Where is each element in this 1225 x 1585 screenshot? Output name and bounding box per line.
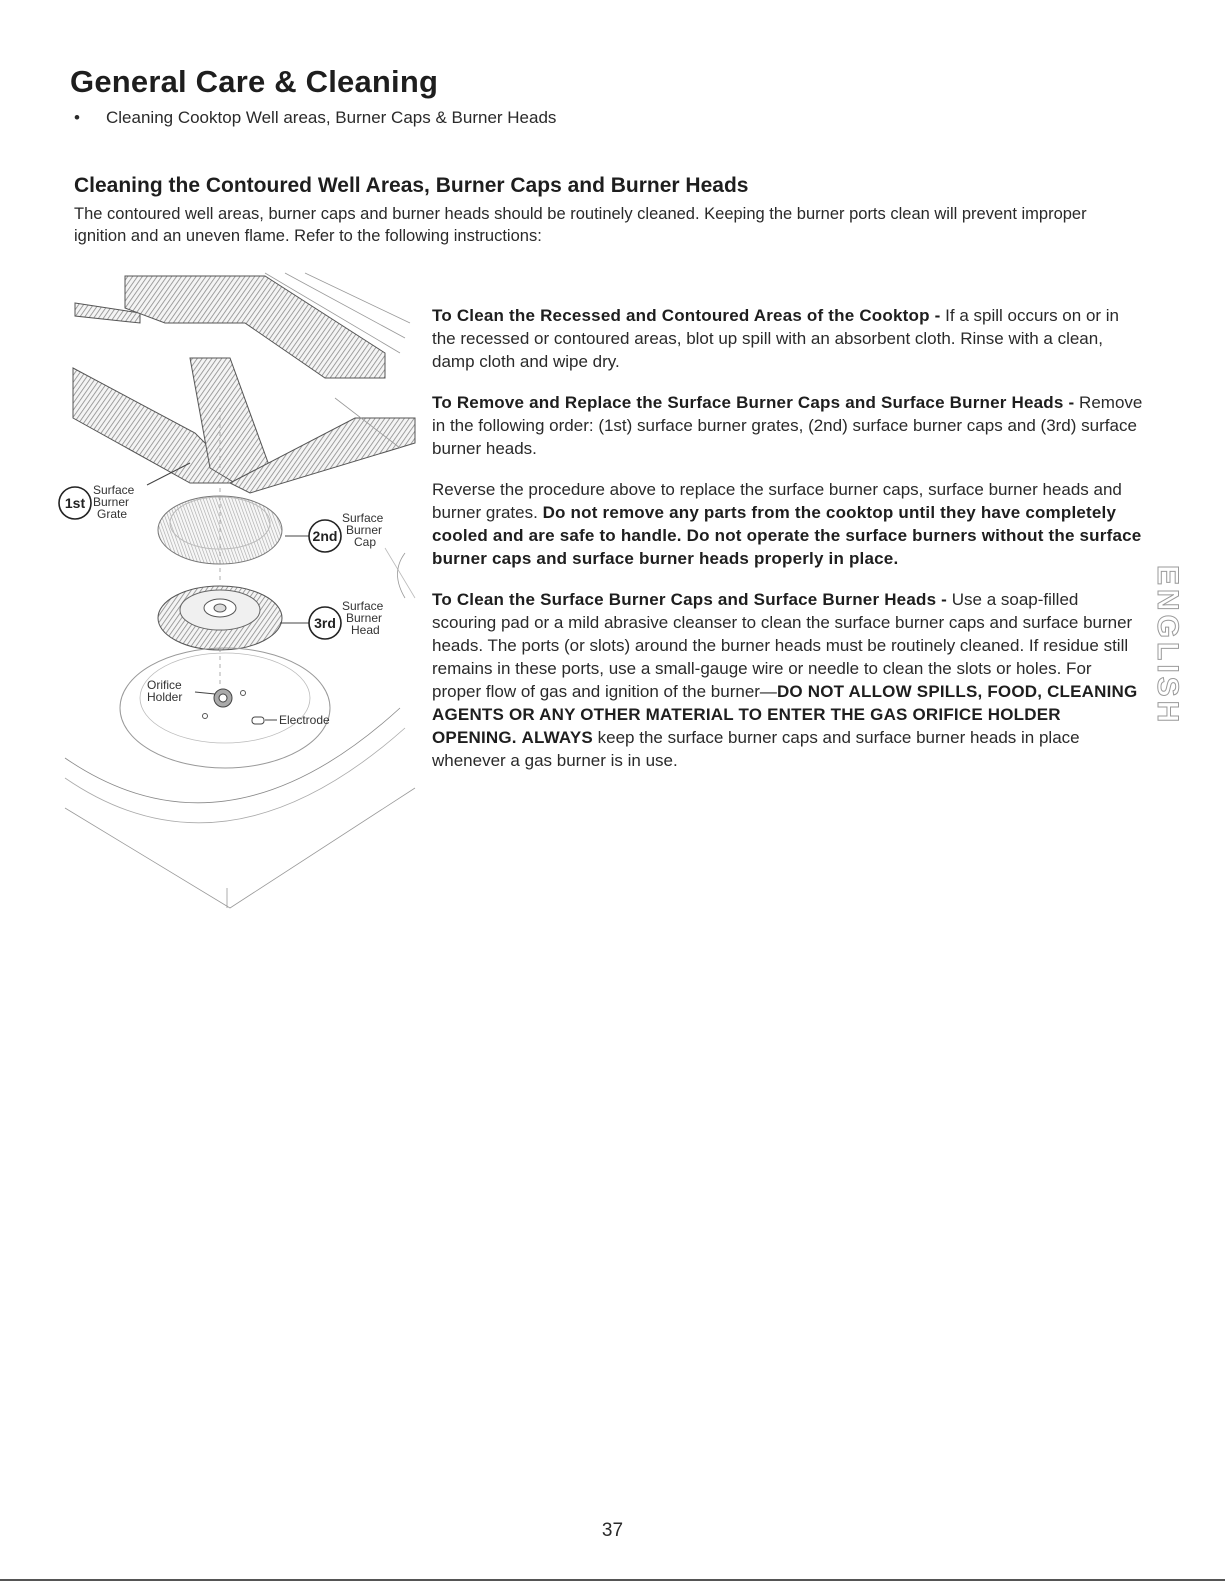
instruction-3-text: Reverse the procedure above to replace the surface burner caps, surface burner heads and burner grates. (432, 480, 1122, 522)
grate-label-2: Burner (93, 495, 130, 509)
instruction-2-text: Remove in the following order: (1st) surface burner grates, (2nd) surface burner caps and (3rd) surface burner heads. (432, 393, 1143, 458)
badge-2nd (309, 520, 341, 552)
page-title: General Care & Cleaning (70, 64, 439, 99)
instruction-paragraph-2 (432, 391, 1144, 460)
grate-label-1: Surface (93, 483, 135, 497)
instruction-1-heading: To Clean the Recessed and Contoured Areas of the Cooktop - (432, 306, 941, 325)
burner-diagram (55, 268, 425, 928)
instruction-1-text: If a spill occurs on or in the recessed or contoured areas, blot up spill with an absorbent cloth. Rinse with a clean, damp cloth and wipe dry. (432, 306, 1120, 371)
instruction-4-warning: DO NOT ALLOW SPILLS, FOOD, CLEANING AGENTS OR ANY OTHER MATERIAL TO ENTER THE GAS ORIFICE HOLDER OPENING. (432, 682, 1138, 747)
bottom-rule (0, 1579, 1225, 1581)
instruction-paragraph-3 (432, 478, 1144, 570)
burner-head-drawing (158, 586, 282, 688)
instruction-4-always: ALWAYS (521, 728, 593, 747)
grate-label-3: Grate (97, 507, 128, 521)
instruction-4-text: Use a soap-filled scouring pad or a mild abrasive cleanser to clean the surface burner caps and surface burner heads. The ports (or slots) around the burner heads must be routinely cleaned. If residue still remains in these ports, use a small-gauge wire or needle to clean the slots or holes. For proper flow of gas and ignition of the burner— (432, 590, 1133, 701)
intro-paragraph: The contoured well areas, burner caps and burner heads should be routinely cleaned. Keeping the burner ports clean will prevent improper ignition and an uneven flame. Refer to the following instructions: (74, 205, 1087, 245)
cap-label-3: Cap (354, 535, 377, 549)
grate-drawing (73, 273, 415, 493)
instruction-3-warning: Do not remove any parts from the cooktop until they have completely cooled and are safe to handle. Do not operate the surface burners without the surface burner caps and surface burner heads properly in place. (432, 503, 1142, 568)
cap-label-1: Surface (342, 511, 384, 525)
badge-1st (59, 487, 91, 519)
instruction-4-heading: To Clean the Surface Burner Caps and Surface Burner Heads - (432, 590, 948, 609)
language-tab (1150, 565, 1190, 727)
head-label-1: Surface (342, 599, 384, 613)
section-heading: Cleaning the Contoured Well Areas, Burner Caps and Burner Heads (74, 174, 749, 197)
instruction-2-heading: To Remove and Replace the Surface Burner Caps and Surface Burner Heads - (432, 393, 1075, 412)
bullet: • (74, 108, 80, 127)
burner-diagram-svg (55, 268, 425, 928)
instruction-paragraph-1 (432, 304, 1144, 373)
badge-3rd (309, 607, 341, 639)
head-label-3: Head (351, 623, 380, 637)
subtitle (74, 108, 556, 128)
badge-2nd-text: 2nd (312, 528, 338, 544)
cap-label-2: Burner (346, 523, 383, 537)
burner-cap-drawing (158, 488, 282, 583)
instruction-paragraph-4 (432, 588, 1144, 772)
orifice-label-2: Holder (147, 690, 183, 704)
subtitle-text: Cleaning Cooktop Well areas, Burner Caps & Burner Heads (106, 108, 557, 127)
language-tab-text: ENGLISH (1151, 565, 1184, 727)
instructions (432, 304, 1144, 790)
page-number: 37 (601, 1520, 624, 1541)
instruction-4-text-end: keep the surface burner caps and surface burner heads in place whenever a gas burner is in use. (432, 728, 1080, 770)
badge-1st-text: 1st (64, 495, 86, 511)
head-label-2: Burner (346, 611, 383, 625)
orifice-label-1: Orifice (147, 678, 182, 692)
badge-3rd-text: 3rd (314, 615, 336, 631)
electrode-label: Electrode (279, 713, 330, 727)
